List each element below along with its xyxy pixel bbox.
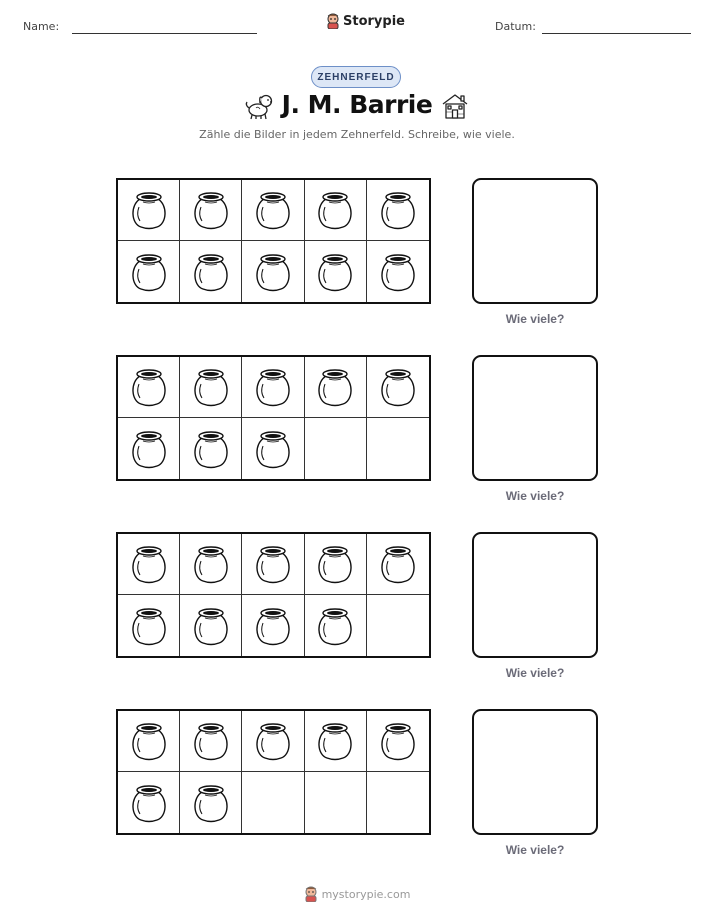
answer-box[interactable] (472, 355, 598, 481)
ten-frame-cell (242, 418, 304, 479)
ten-frame-cell (242, 241, 304, 302)
pot-icon (380, 190, 416, 230)
ten-frame-cell (305, 241, 367, 302)
pot-icon (193, 429, 229, 469)
house-icon (440, 92, 470, 120)
ten-frame-cell (305, 418, 367, 479)
pot-icon (380, 367, 416, 407)
ten-frame-cell (242, 772, 304, 833)
pot-icon (131, 606, 167, 646)
brand-logo (326, 13, 405, 29)
answer-box[interactable] (472, 532, 598, 658)
ten-frame-cell (367, 595, 429, 656)
ten-frame-cell (180, 241, 242, 302)
pot-icon (317, 721, 353, 761)
ten-frame-cell (180, 595, 242, 656)
ten-frame-cell (305, 534, 367, 595)
answer-label: Wie viele? (505, 666, 565, 680)
pot-icon (317, 367, 353, 407)
ten-frame-cell (180, 357, 242, 418)
ten-frame-cell (180, 418, 242, 479)
brand-name: Storypie (343, 13, 405, 29)
answer-label: Wie viele? (505, 312, 565, 326)
worksheet-badge: ZEHNERFELD (311, 66, 401, 88)
ten-frame-cell (367, 418, 429, 479)
ten-frame-cell (305, 595, 367, 656)
ten-frame (116, 709, 431, 835)
pot-icon (255, 429, 291, 469)
pot-icon (193, 367, 229, 407)
ten-frame-cell (367, 534, 429, 595)
ten-frame-cell (118, 711, 180, 772)
pot-icon (255, 190, 291, 230)
pot-icon (380, 721, 416, 761)
pot-icon (193, 252, 229, 292)
ten-frame (116, 532, 431, 658)
pot-icon (131, 721, 167, 761)
ten-frame-cell (305, 711, 367, 772)
ten-frame-cell (118, 357, 180, 418)
pot-icon (193, 190, 229, 230)
storypie-mascot-icon (304, 886, 318, 902)
ten-frame-cell (305, 180, 367, 241)
ten-frame-cell (118, 772, 180, 833)
ten-frame (116, 355, 431, 481)
answer-label: Wie viele? (505, 489, 565, 503)
ten-frame-cell (118, 241, 180, 302)
pot-icon (131, 190, 167, 230)
date-line[interactable] (542, 33, 691, 34)
ten-frame-cell (305, 772, 367, 833)
ten-frame-cell (242, 534, 304, 595)
ten-frame-cell (242, 357, 304, 418)
pot-icon (255, 252, 291, 292)
date-label: Datum: (495, 20, 536, 33)
ten-frame-cell (367, 357, 429, 418)
ten-frame-cell (118, 180, 180, 241)
ten-frame-cell (118, 534, 180, 595)
storypie-mascot-icon (326, 13, 340, 29)
ten-frame (116, 178, 431, 304)
pot-icon (131, 252, 167, 292)
ten-frame-cell (242, 180, 304, 241)
pot-icon (193, 721, 229, 761)
name-line[interactable] (72, 33, 257, 34)
ten-frame-cell (242, 595, 304, 656)
pot-icon (380, 252, 416, 292)
ten-frame-cell (180, 180, 242, 241)
ten-frame-cell (180, 534, 242, 595)
answer-box[interactable] (472, 709, 598, 835)
ten-frame-cell (367, 711, 429, 772)
pot-icon (380, 544, 416, 584)
pot-icon (317, 606, 353, 646)
name-label: Name: (23, 20, 60, 33)
pot-icon (131, 783, 167, 823)
pot-icon (255, 367, 291, 407)
pot-icon (255, 721, 291, 761)
pot-icon (131, 544, 167, 584)
ten-frame-cell (242, 711, 304, 772)
pot-icon (317, 252, 353, 292)
page-title: J. M. Barrie (281, 90, 433, 119)
ten-frame-cell (180, 711, 242, 772)
ten-frame-cell (367, 180, 429, 241)
pot-icon (317, 544, 353, 584)
pot-icon (131, 429, 167, 469)
pot-icon (255, 606, 291, 646)
pot-icon (193, 606, 229, 646)
pot-icon (317, 190, 353, 230)
ten-frame-cell (118, 595, 180, 656)
pot-icon (193, 783, 229, 823)
ten-frame-cell (305, 357, 367, 418)
pot-icon (131, 367, 167, 407)
pot-icon (255, 544, 291, 584)
footer-url: mystorypie.com (321, 887, 411, 901)
ten-frame-cell (180, 772, 242, 833)
answer-box[interactable] (472, 178, 598, 304)
ten-frame-cell (367, 241, 429, 302)
ten-frame-cell (118, 418, 180, 479)
instructions: Zähle die Bilder in jedem Zehnerfeld. Schreibe, wie viele. (199, 128, 515, 141)
ten-frame-cell (367, 772, 429, 833)
answer-label: Wie viele? (505, 843, 565, 857)
pot-icon (193, 544, 229, 584)
footer (0, 886, 714, 902)
